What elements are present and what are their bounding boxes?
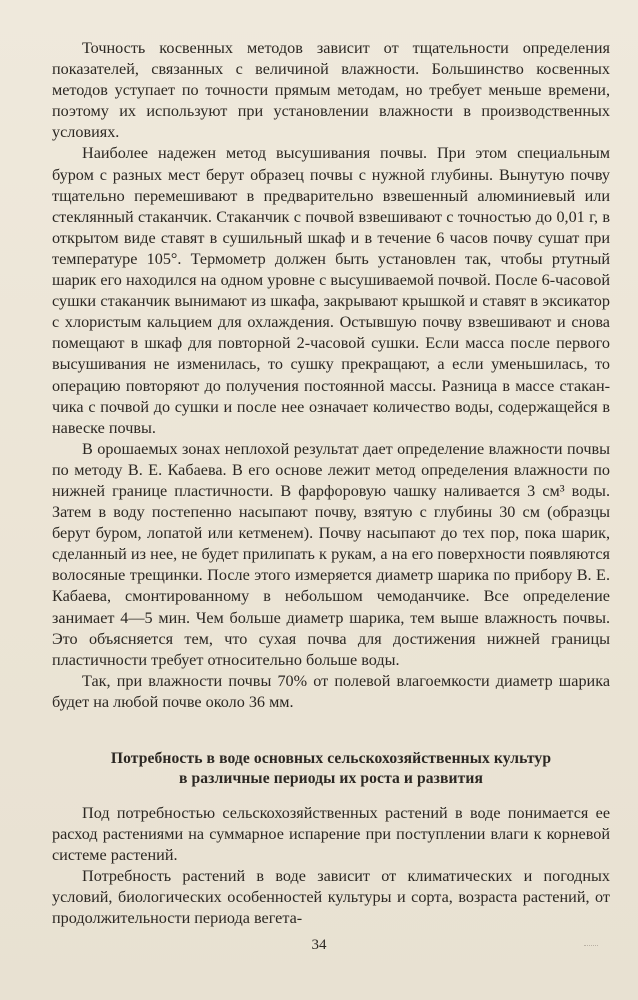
paragraph-water-need-factors: Потребность растений в воде зависит от климатических и погодных условий, биологических особенностей культуры и сорта, возраста растений, от продолжительности периода вегета-: [52, 867, 610, 928]
section-heading: [52, 749, 610, 789]
paragraph-indirect-methods: Точность косвенных методов зависит от тщательности определения показателей, связанных с величиной влажности. Большинство косвенных методов уступает по точности прямым методам, но требует меньше времени, поэтому их используют при установлении влажности в производственных условиях.: [52, 39, 610, 142]
paragraph-kabaev-method: В орошаемых зонах неплохой результат дает определение влажности почвы по методу В. Е. Кабаева. В его основе лежит метод определения влажности по нижней границе пластичности. В фарфоровую чашку наливается 3 см³ воды. Затем в воду постепенно насыпают почву, взятую с глубины 30 см (образцы берут буром, лопатой или кетменем). Почву насыпают до тех пор, пока шарик, сделанный из нее, не будет прилипать к рукам, а на его поверхности появляются волосяные трещинки. После этого измеряется диаметр шарика по прибору В. Е. Кабаева, смонтированному в небольшом чемоданчике. Все определение занимает 4—5 мин. Чем больше диаметр шарика, тем выше влажность почвы. Это объясняется тем, что сухая почва для достижения нижней границы пластичности требует относительно больше воды.: [52, 439, 610, 669]
paragraph-drying-method: Наиболее надежен метод высушивания почвы. При этом специальным буром с разных мест берут образец почвы с нужной глубины. Вынутую почву тщательно перемешивают в предварительно взвешенный алюминиевый или стеклянный стаканчик. Стаканчик с почвой взвешивают с точностью до 0,01 г, в открытом виде ставят в сушильный шкаф и в течение 6 часов почву сушат при температуре 105°. Термометр должен быть установлен так, чтобы ртутный шарик его находился на одном уровне с высушиваемой почвой. После 6-часовой сушки стаканчик вынимают из шкафа, закрывают крышкой и ставят в эксикатор с хлористым кальцием для охлаждения. Остывшую почву взвешивают и снова помещают в шкаф для повторной 2-часовой сушки. Если масса после первого высушивания не изменилась, то сушку прекращают, а если уменьшилась, то операцию повторяют до получения постоянной массы. Разница в массе стаканчика с почвой до сушки и после нее означает количество воды, содержащейся в навеске почвы.: [52, 144, 610, 437]
page-body: [52, 38, 610, 930]
paper-speck: [584, 945, 598, 949]
section-heading-line-1: Потребность в воде основных сельскохозяйственных культур: [110, 750, 552, 767]
page-number: 34: [311, 937, 327, 953]
paragraph-water-need-definition: Под потребностью сельскохозяйственных растений в воде понимается ее расход растениями на суммарное испарение при поступлении влаги к корневой системе растений.: [52, 804, 610, 865]
section-heading-line-2: в различные периоды их роста и развития: [178, 770, 484, 787]
paragraph-ball-diameter: Так, при влажности почвы 70% от полевой влагоемкости диаметр шарика будет на любой почве около 36 мм.: [52, 671, 610, 711]
